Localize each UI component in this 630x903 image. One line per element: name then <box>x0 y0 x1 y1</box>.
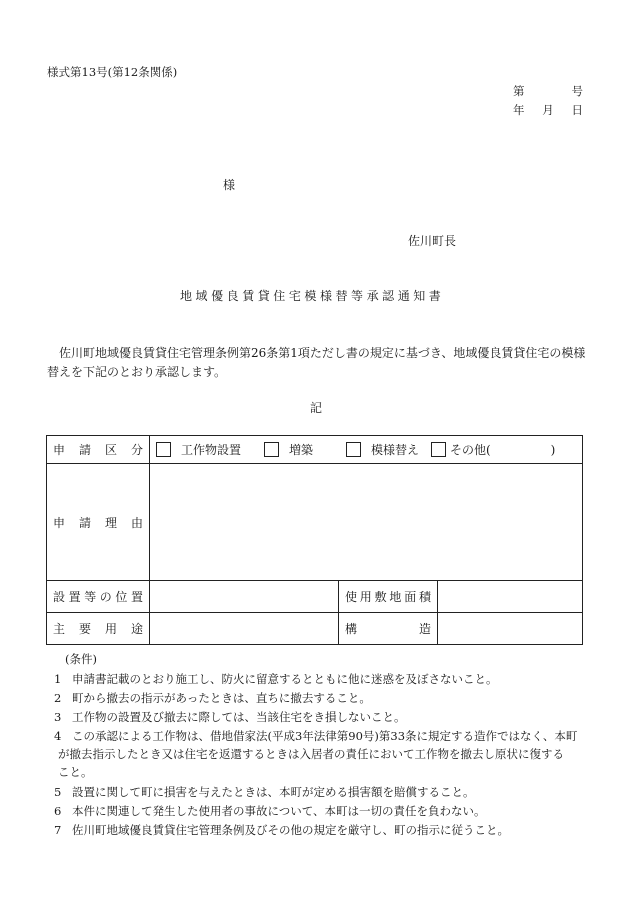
label-site-area: 使 用 敷 地 面 積 <box>339 581 438 613</box>
checkbox-other[interactable] <box>431 442 446 457</box>
field-site-area[interactable] <box>438 581 583 613</box>
condition-item: 6 本件に関連して発生した使用者の事故について、本町は一切の責任を負わない。 <box>54 804 486 818</box>
condition-item: 2 町から撤去の指示があったときは、直ちに撤去すること。 <box>54 691 371 705</box>
table-row-location <box>47 581 583 613</box>
application-table <box>46 435 583 645</box>
date-month: 月 <box>542 103 554 117</box>
label-installation-location: 設 置 等 の 位 置 <box>47 581 150 613</box>
date-day: 日 <box>571 103 583 117</box>
label-application-category: 申 請 区 分 <box>47 436 150 464</box>
form-number: 様式第13号(第12条関係) <box>47 65 178 79</box>
option-other[interactable]: その他( ) <box>431 441 555 458</box>
label-main-usage: 主 要 用 途 <box>47 613 150 645</box>
field-structure[interactable] <box>438 613 583 645</box>
field-main-usage[interactable] <box>150 613 339 645</box>
field-application-reason[interactable] <box>150 464 583 581</box>
option-remodel[interactable]: 模様替え <box>346 441 431 458</box>
document-number-suffix: 号 <box>571 84 583 98</box>
label-application-reason: 申 請 理 由 <box>47 464 150 581</box>
checkbox-extension[interactable] <box>264 442 279 457</box>
condition-item: 7 佐川町地域優良賃貸住宅管理条例及びその他の規定を厳守し、町の指示に従うこと。 <box>54 823 509 837</box>
category-options <box>150 436 583 464</box>
option-structure-installation[interactable]: 工作物設置 <box>156 441 264 458</box>
condition-item: 4 この承認による工作物は、借地借家法(平成3年法律第90号)第33条に規定する造作ではなく、本町 が撤去指示したとき又は住宅を返還するときは入居者の責任において工作物を撤去し原状に復する こと。 <box>54 729 578 779</box>
document-title: 地域優良賃貸住宅模様替等承認通知書 <box>180 289 445 303</box>
label-structure: 構 造 <box>339 613 438 645</box>
option-extension[interactable]: 増築 <box>264 441 346 458</box>
field-installation-location[interactable] <box>150 581 339 613</box>
body-paragraph: 佐川町地域優良賃貸住宅管理条例第26条第1項ただし書の規定に基づき、地域優良賃貸住宅の模様替えを下記のとおり承認します。 <box>47 346 586 379</box>
checkbox-remodel[interactable] <box>346 442 361 457</box>
document-date <box>513 103 583 117</box>
table-row-usage <box>47 613 583 645</box>
addressee-honorific: 様 <box>223 178 236 192</box>
date-year: 年 <box>513 103 525 117</box>
condition-item: 5 設置に関して町に損害を与えたときは、本町が定める損害額を賠償すること。 <box>54 785 475 799</box>
condition-item: 3 工作物の設置及び撤去に際しては、当該住宅をき損しないこと。 <box>54 710 406 724</box>
condition-item: 1 申請書記載のとおり施工し、防火に留意するとともに他に迷惑を及ぼさないこと。 <box>54 672 498 686</box>
table-row-reason <box>47 464 583 581</box>
table-row-category <box>47 436 583 464</box>
conditions-heading: (条件) <box>65 652 97 666</box>
checkbox-structure-installation[interactable] <box>156 442 171 457</box>
issuer-name: 佐川町長 <box>408 234 457 248</box>
document-number-prefix: 第 <box>513 84 525 98</box>
ki-heading: 記 <box>310 401 323 415</box>
document-number <box>513 84 583 98</box>
